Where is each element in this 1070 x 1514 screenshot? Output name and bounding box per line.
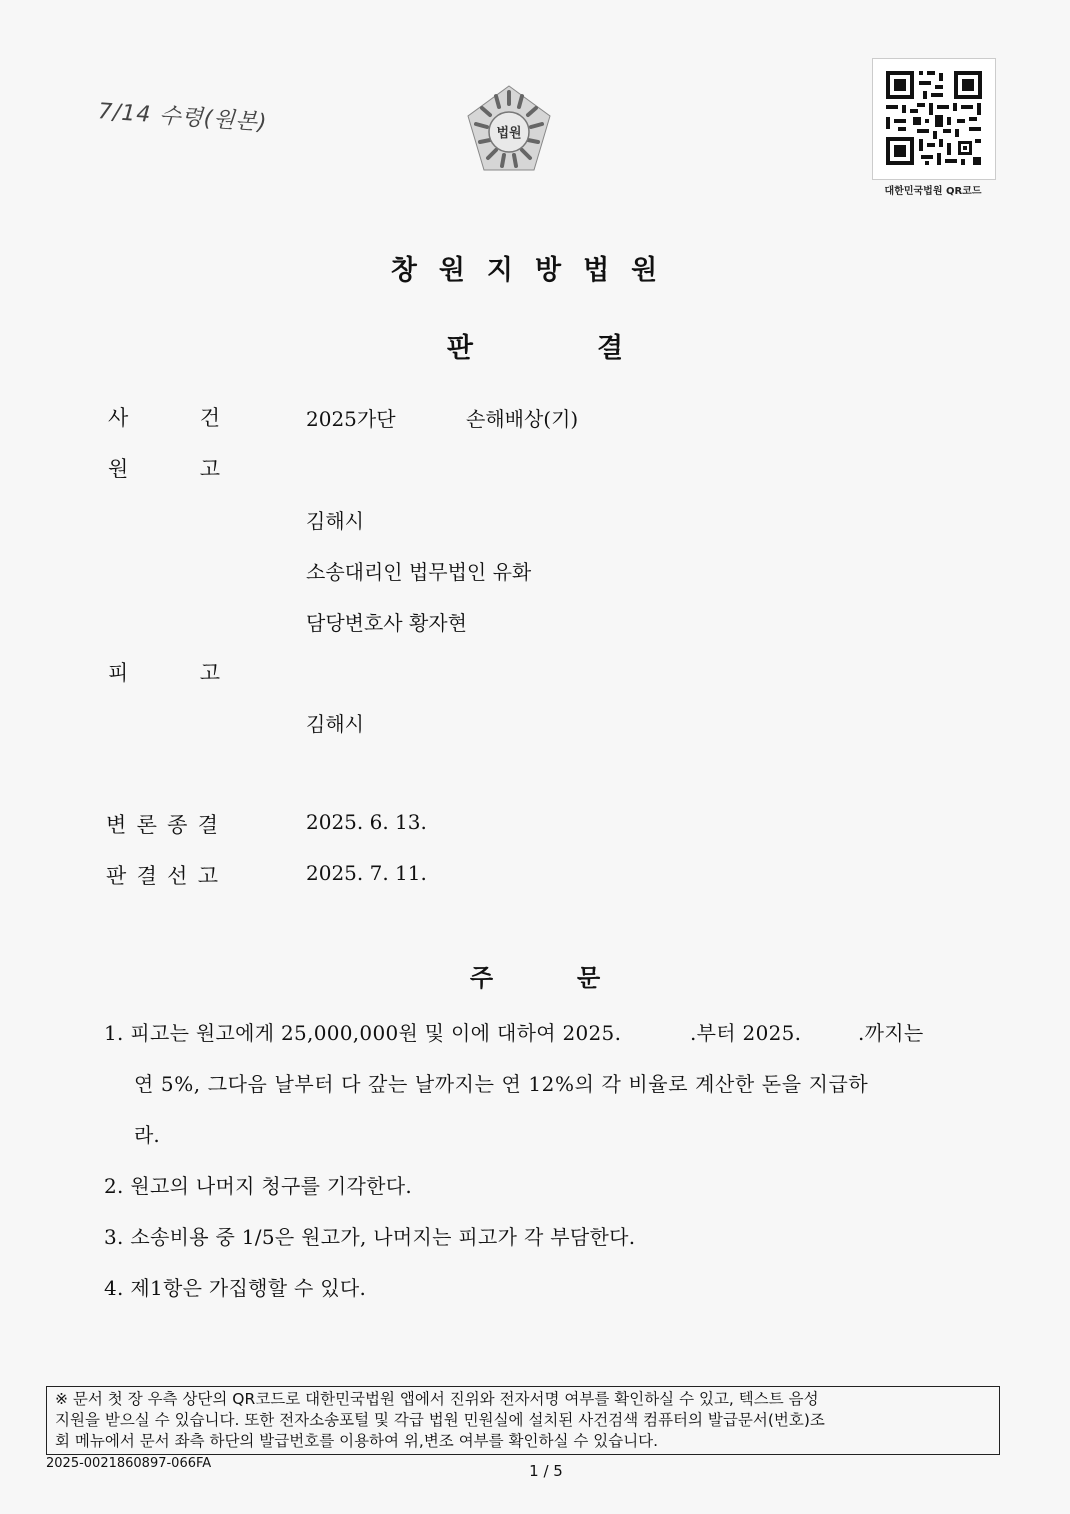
page-indicator: 1 / 5 — [529, 1462, 563, 1480]
plaintiff-lawyer: 담당변호사 황자현 — [306, 611, 467, 635]
order-heading-char-2: 문 — [577, 963, 601, 992]
order-heading — [0, 958, 1070, 993]
notice-line-2: 지원을 받으실 수 있습니다. 또한 전자소송포털 및 각급 법원 민원실에 설치된 사건검색 컴퓨터의 발급문서(번호)조 — [55, 1411, 825, 1429]
plaintiff-label: 원 고 — [108, 457, 220, 481]
order-heading-char-1: 주 — [469, 963, 493, 992]
order-item-1-line-1c: .까지는 — [858, 1021, 924, 1045]
plaintiff-address: 김해시 — [306, 509, 364, 533]
qr-code-icon[interactable] — [872, 58, 996, 180]
document-type-char-2: 결 — [597, 333, 624, 364]
court-emblem-icon — [466, 84, 552, 174]
defendant-address: 김해시 — [306, 712, 364, 736]
issue-number: 2025-0021860897-066FA — [46, 1456, 212, 1471]
order-item-1-line-1b: .부터 2025. — [690, 1021, 802, 1045]
order-item-1-line-1a: 1. 피고는 원고에게 25,000,000원 및 이에 대하여 2025. — [104, 1021, 622, 1045]
order-item-2: 2. 원고의 나머지 청구를 기각한다. — [104, 1174, 413, 1198]
notice-line-1: ※ 문서 첫 장 우측 상단의 QR코드로 대한민국법원 앱에서 진위와 전자서명 여부를 확인하실 수 있고, 텍스트 음성 — [55, 1390, 819, 1408]
judgment-date: 2025. 7. 11. — [306, 861, 427, 885]
emblem-label: 법원 — [496, 126, 522, 141]
court-name: 창원지방법원 — [390, 255, 680, 286]
judgment-date-label: 판 결 선 고 — [106, 864, 218, 888]
defendant-label: 피 고 — [108, 661, 220, 685]
case-label: 사 건 — [108, 406, 220, 430]
order-item-1-line-2: 연 5%, 그다음 날부터 다 갚는 날까지는 연 12%의 각 비율로 계산한 돈을 지급하 — [134, 1072, 869, 1096]
order-item-1-line-3: 라. — [134, 1123, 160, 1147]
document-type-title — [0, 326, 1070, 365]
qr-code-caption: 대한민국법원 QR코드 — [884, 186, 982, 197]
order-item-3: 3. 소송비용 중 1/5은 원고가, 나머지는 피고가 각 부담한다. — [104, 1225, 636, 1249]
document-type-char-1: 판 — [446, 333, 473, 364]
hearing-end-date: 2025. 6. 13. — [306, 810, 427, 834]
handwritten-receipt-note: 7/14 수령(원본) — [97, 99, 269, 136]
verification-notice-box — [46, 1386, 1000, 1455]
notice-line-3: 회 메뉴에서 문서 좌측 하단의 발급번호를 이용하여 위,변조 여부를 확인하실 수 있습니다. — [55, 1432, 659, 1450]
case-name: 손해배상(기) — [466, 407, 579, 431]
plaintiff-agent: 소송대리인 법무법인 유화 — [306, 560, 532, 584]
case-number: 2025가단 — [306, 407, 396, 431]
order-item-4: 4. 제1항은 가집행할 수 있다. — [104, 1276, 367, 1300]
hearing-end-label: 변 론 종 결 — [106, 813, 218, 837]
